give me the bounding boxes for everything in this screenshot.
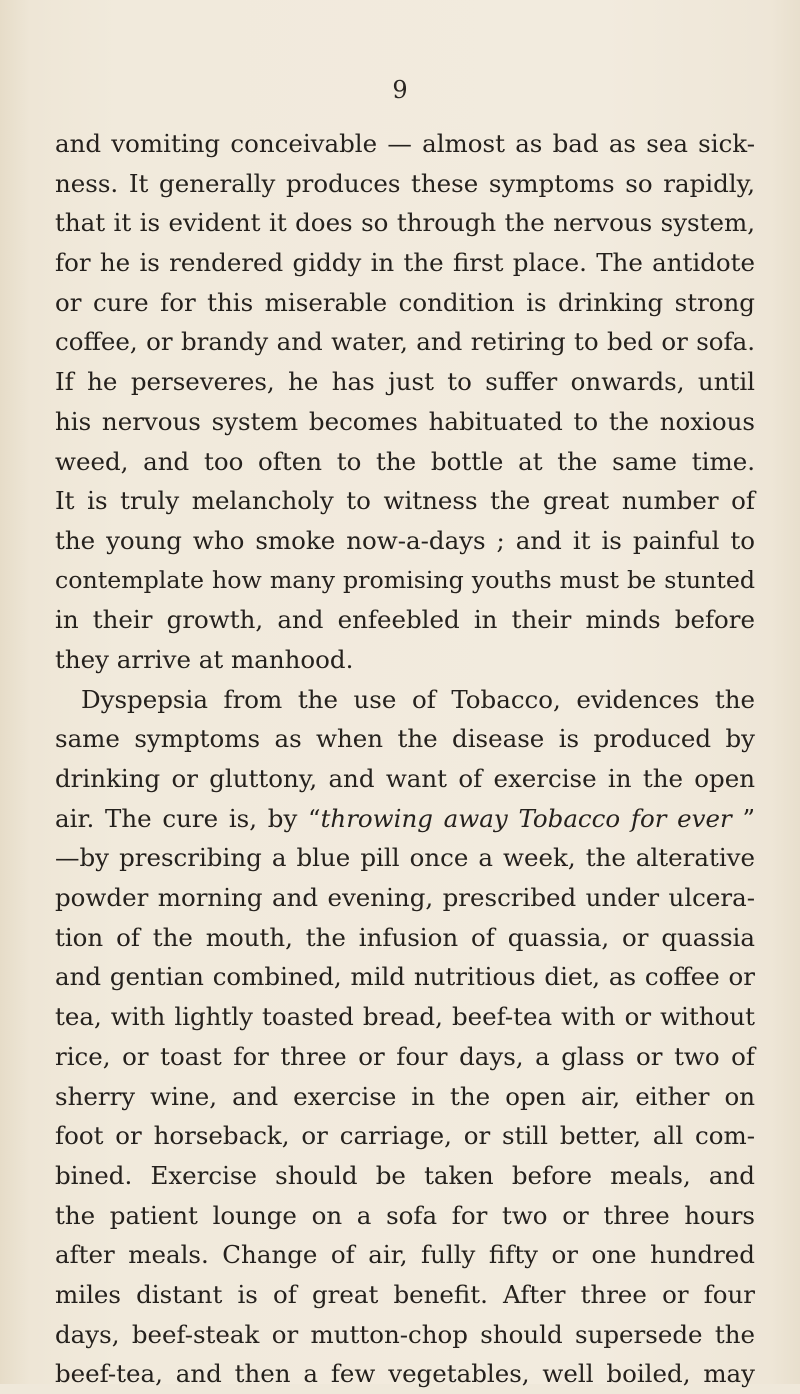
paragraph-start-line: Dyspepsia from the use of Tobacco, evidences the — [81, 684, 755, 714]
text-line: ness. It generally produces these symptoms so rapidly, — [55, 168, 755, 198]
page-number: 9 — [392, 76, 408, 104]
text-line: drinking or gluttony, and want of exercise in the open — [55, 764, 755, 793]
text-line: the young who smoke now-a-days ; and it is painful to — [55, 525, 755, 555]
text-line: his nervous system becomes habituated to the noxious — [55, 406, 755, 436]
text-line: and gentian combined, mild nutritious diet, as coffee or — [55, 962, 755, 992]
text-line: rice, or toast for three or four days, a glass or two of — [55, 1041, 755, 1071]
text-line: If he perseveres, he has just to suffer onwards, until — [55, 367, 755, 397]
quote-prefix: air. The cure is, by “ — [55, 803, 321, 833]
text-line: for he is rendered giddy in the first place. The antidote — [55, 248, 755, 278]
quote-suffix: ” — [731, 803, 755, 833]
text-line: that it is evident it does so through the nervous system, — [55, 208, 755, 238]
text-line: sherry wine, and exercise in the open air, either on — [55, 1081, 755, 1111]
text-line: in their growth, and enfeebled in their minds before — [55, 605, 755, 635]
text-line: miles distant is of great benefit. After three or four — [55, 1279, 755, 1309]
text-line: It is truly melancholy to witness the great number of — [55, 486, 755, 516]
italic-quote: throwing away Tobacco for ever — [320, 803, 732, 833]
text-line: coffee, or brandy and water, and retiring to bed or sofa. — [55, 327, 755, 357]
text-line: foot or horseback, or carriage, or still better, all com- — [55, 1121, 755, 1151]
text-line: —by prescribing a blue pill once a week, the alterative — [55, 843, 755, 873]
text-line: weed, and too often to the bottle at the same time. — [55, 446, 755, 476]
text-line: powder morning and evening, prescribed under ulcera- — [55, 883, 755, 913]
text-line: after meals. Change of air, fully fifty or one hundred — [55, 1240, 755, 1270]
text-line: contemplate how many promising youths must be stunted — [55, 565, 755, 594]
body-text — [55, 124, 755, 1394]
text-line: beef-tea, and then a few vegetables, well boiled, may — [55, 1359, 755, 1389]
text-line: same symptoms as when the disease is produced by — [55, 724, 755, 754]
text-line: and vomiting conceivable — almost as bad as sea sick- — [55, 129, 755, 158]
text-line: tea, with lightly toasted bread, beef-tea with or without — [55, 1002, 755, 1032]
text-line: days, beef-steak or mutton-chop should supersede the — [55, 1319, 755, 1349]
text-line: tion of the mouth, the infusion of quassia, or quassia — [55, 922, 755, 952]
text-line: the patient lounge on a sofa for two or three hours — [55, 1200, 755, 1230]
quote-line — [55, 799, 755, 839]
text-line: bined. Exercise should be taken before meals, and — [55, 1160, 755, 1190]
paragraph-end-line: they arrive at manhood. — [55, 644, 354, 674]
text-line: or cure for this miserable condition is drinking strong — [55, 287, 755, 317]
